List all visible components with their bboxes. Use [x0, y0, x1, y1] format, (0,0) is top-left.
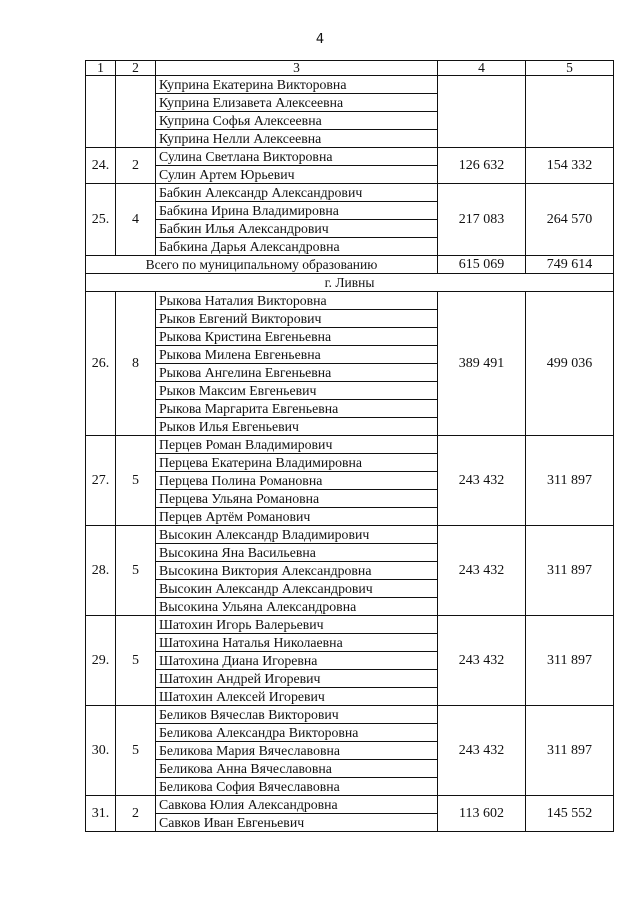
member-name: Савков Иван Евгеньевич: [156, 814, 438, 832]
member-name: Высокин Александр Владимирович: [156, 526, 438, 544]
total-label: Всего по муниципальному образованию: [86, 256, 438, 274]
row-number: 28.: [86, 526, 116, 616]
amount-col4: 243 432: [438, 526, 526, 616]
member-name: Рыкова Милена Евгеньевна: [156, 346, 438, 364]
number-cell-empty: [86, 76, 116, 148]
member-name: Шатохин Игорь Валерьевич: [156, 616, 438, 634]
member-name: Рыков Илья Евгеньевич: [156, 418, 438, 436]
member-name: Сулин Артем Юрьевич: [156, 166, 438, 184]
member-name: Бабкин Илья Александрович: [156, 220, 438, 238]
member-name: Беликов Вячеслав Викторович: [156, 706, 438, 724]
total-col4: 615 069: [438, 256, 526, 274]
family-row: [86, 616, 614, 634]
row-number: 25.: [86, 184, 116, 256]
amount-col4: 126 632: [438, 148, 526, 184]
member-name: Шатохин Андрей Игоревич: [156, 670, 438, 688]
member-name: Высокина Яна Васильевна: [156, 544, 438, 562]
member-name: Беликова София Вячеславовна: [156, 778, 438, 796]
amount-col5: 154 332: [526, 148, 614, 184]
family-row: [86, 706, 614, 724]
header-cell-4: 4: [438, 61, 526, 76]
amount-col5: 145 552: [526, 796, 614, 832]
header-cell-1: 1: [86, 61, 116, 76]
row-number: 30.: [86, 706, 116, 796]
amount-col5: 311 897: [526, 706, 614, 796]
member-name: Перцева Екатерина Владимировна: [156, 454, 438, 472]
family-row: [86, 526, 614, 544]
row-number: 31.: [86, 796, 116, 832]
amount-col4: 113 602: [438, 796, 526, 832]
amount-col4: 217 083: [438, 184, 526, 256]
member-name: Куприна Елизавета Алексеевна: [156, 94, 438, 112]
member-count: 5: [116, 706, 156, 796]
member-name: Шатохин Алексей Игоревич: [156, 688, 438, 706]
total-col5: 749 614: [526, 256, 614, 274]
member-name: Беликова Анна Вячеславовна: [156, 760, 438, 778]
amount-col4: 389 491: [438, 292, 526, 436]
row-number: 24.: [86, 148, 116, 184]
member-name: Савкова Юлия Александровна: [156, 796, 438, 814]
member-name: Высокина Ульяна Александровна: [156, 598, 438, 616]
amount5-cell-empty: [526, 76, 614, 148]
member-name: Перцев Артём Романович: [156, 508, 438, 526]
member-name: Куприна Нелли Алексеевна: [156, 130, 438, 148]
family-row: [86, 796, 614, 814]
header-cell-3: 3: [156, 61, 438, 76]
header-row: [86, 61, 614, 76]
member-name: Рыков Максим Евгеньевич: [156, 382, 438, 400]
family-row: [86, 292, 614, 310]
member-name: Перцева Полина Романовна: [156, 472, 438, 490]
continued-row: [86, 76, 614, 94]
member-count: 2: [116, 148, 156, 184]
member-count: 5: [116, 616, 156, 706]
family-row: [86, 148, 614, 166]
member-name: Высокин Александр Александрович: [156, 580, 438, 598]
member-name: Рыкова Ангелина Евгеньевна: [156, 364, 438, 382]
member-name: Высокина Виктория Александровна: [156, 562, 438, 580]
member-name: Беликова Александра Викторовна: [156, 724, 438, 742]
member-name: Бабкин Александр Александрович: [156, 184, 438, 202]
amount-col5: 311 897: [526, 526, 614, 616]
family-row: [86, 184, 614, 202]
member-count: 2: [116, 796, 156, 832]
amount4-cell-empty: [438, 76, 526, 148]
header-cell-5: 5: [526, 61, 614, 76]
member-name: Бабкина Дарья Александровна: [156, 238, 438, 256]
amount-col5: 264 570: [526, 184, 614, 256]
member-name: Рыкова Наталия Викторовна: [156, 292, 438, 310]
member-count: 8: [116, 292, 156, 436]
amount-col4: 243 432: [438, 436, 526, 526]
amount-col4: 243 432: [438, 706, 526, 796]
row-number: 27.: [86, 436, 116, 526]
member-name: Сулина Светлана Викторовна: [156, 148, 438, 166]
header-cell-2: 2: [116, 61, 156, 76]
member-count: 5: [116, 436, 156, 526]
member-name: Рыкова Маргарита Евгеньевна: [156, 400, 438, 418]
member-name: Бабкина Ирина Владимировна: [156, 202, 438, 220]
member-name: Шатохина Диана Игоревна: [156, 652, 438, 670]
member-count: 5: [116, 526, 156, 616]
member-name: Куприна Софья Алексеевна: [156, 112, 438, 130]
row-number: 29.: [86, 616, 116, 706]
section-row: [86, 274, 614, 292]
member-name: Перцев Роман Владимирович: [156, 436, 438, 454]
amount-col5: 311 897: [526, 616, 614, 706]
page-number: 4: [315, 32, 325, 47]
member-name: Беликова Мария Вячеславовна: [156, 742, 438, 760]
member-name: Куприна Екатерина Викторовна: [156, 76, 438, 94]
total-row: [86, 256, 614, 274]
amount-col5: 311 897: [526, 436, 614, 526]
family-row: [86, 436, 614, 454]
section-title: г. Ливны: [86, 274, 614, 292]
member-name: Рыкова Кристина Евгеньевна: [156, 328, 438, 346]
member-count: 4: [116, 184, 156, 256]
member-name: Шатохина Наталья Николаевна: [156, 634, 438, 652]
allocation-table: [85, 60, 614, 832]
member-name: Рыков Евгений Викторович: [156, 310, 438, 328]
row-number: 26.: [86, 292, 116, 436]
count-cell-empty: [116, 76, 156, 148]
member-name: Перцева Ульяна Романовна: [156, 490, 438, 508]
amount-col4: 243 432: [438, 616, 526, 706]
amount-col5: 499 036: [526, 292, 614, 436]
